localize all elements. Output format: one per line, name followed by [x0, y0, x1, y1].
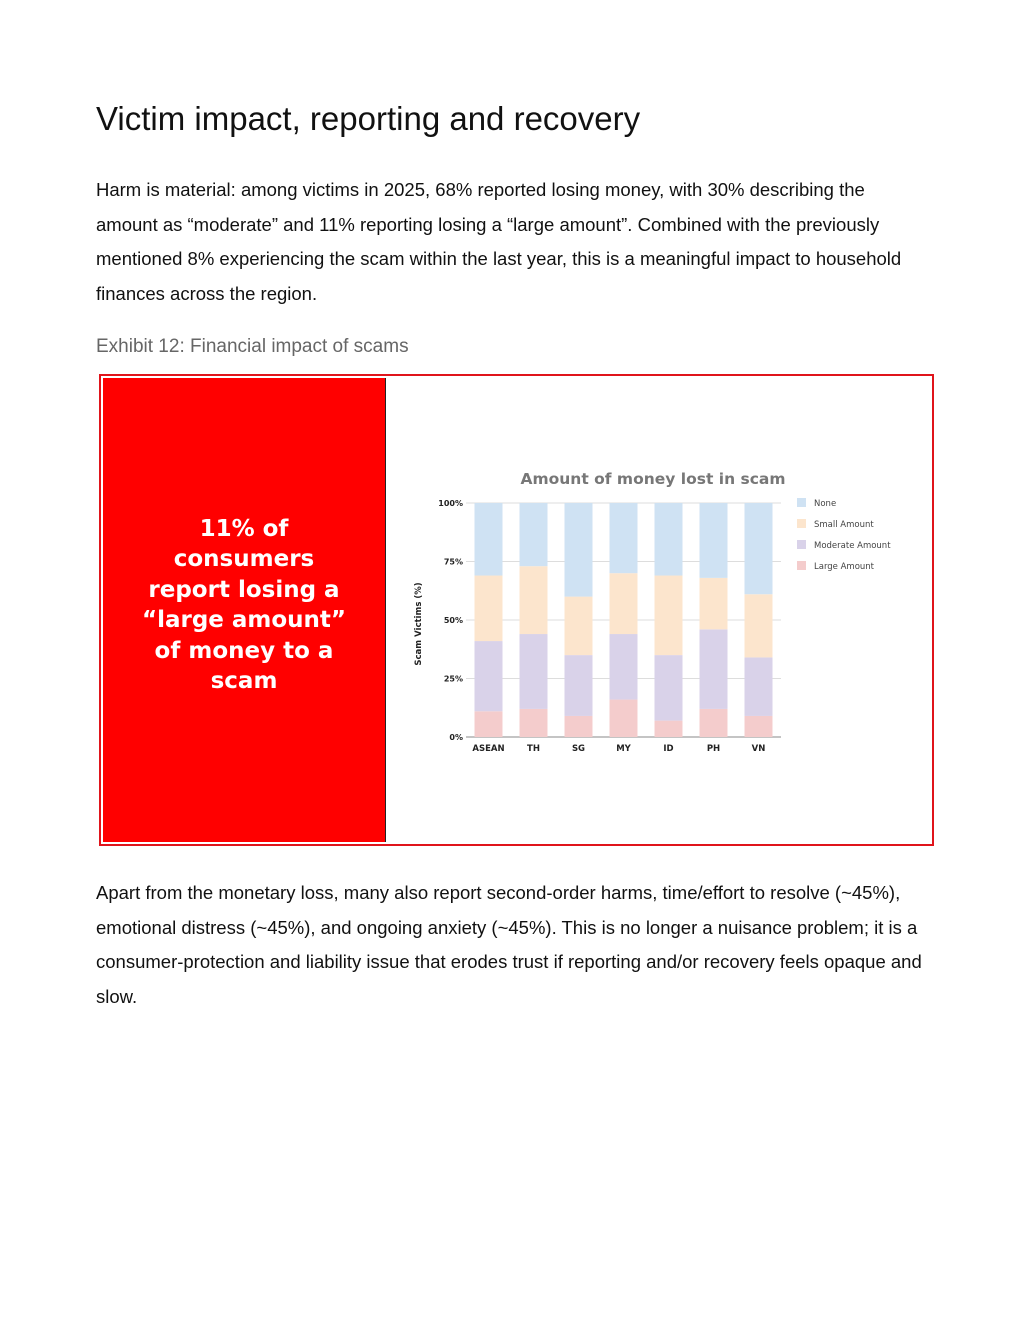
callout-text: 11% of consumers report losing a “large amount” of money to a scam	[141, 515, 347, 694]
bar-segment	[700, 709, 728, 737]
exhibit-caption: Exhibit 12: Financial impact of scams	[96, 336, 409, 357]
bar-segment	[520, 503, 548, 566]
legend-swatch	[797, 498, 806, 507]
bar-segment	[655, 655, 683, 721]
bar-segment	[565, 503, 593, 597]
x-tick-label: TH	[527, 744, 540, 754]
bar-segment	[475, 641, 503, 711]
bar-segment	[520, 634, 548, 709]
bar-segment	[475, 711, 503, 737]
x-tick-label: VN	[751, 744, 766, 754]
x-tick-labels	[472, 744, 765, 754]
bar-segment	[700, 578, 728, 629]
page-heading: Victim impact, reporting and recovery	[96, 100, 641, 137]
bar-segment	[610, 573, 638, 634]
bar-segment	[565, 597, 593, 656]
y-tick-labels	[438, 499, 463, 742]
intro-paragraph: Harm is material: among victims in 2025, 68% reported losing money, with 30% describing the amount as “moderate” and 11% reporting losing a “large amount”. Combined with the previously mentioned 8% experiencing the scam within the last year, this is a meaningful impact to household finances across the region.	[96, 179, 902, 304]
bar-segment	[475, 576, 503, 642]
bar-segment	[745, 594, 773, 657]
bar-segment	[565, 655, 593, 716]
y-tick-label: 25%	[443, 674, 463, 684]
x-tick-label: SG	[571, 744, 586, 754]
bar-segment	[610, 700, 638, 737]
bar-segment	[745, 503, 773, 594]
bar-segment	[745, 716, 773, 737]
followup-paragraph: Apart from the monetary loss, many also report second-order harms, time/effort to resolve (~45%), emotional distress (~45%), and ongoing anxiety (~45%). This is no longer a nuisance problem; it is a consumer-protection and liability issue that erodes trust if reporting and/or recovery feels opaque and slow.	[96, 882, 922, 1007]
y-tick-label: 75%	[443, 557, 463, 567]
y-tick-label: 50%	[443, 616, 463, 625]
x-tick-label: ASEAN	[472, 744, 505, 754]
legend-swatch	[797, 561, 806, 570]
x-tick-label: PH	[706, 744, 721, 754]
legend-swatch	[797, 540, 806, 549]
stacked-bar-chart	[391, 376, 926, 842]
exhibit-panel	[99, 374, 934, 846]
bar-segment	[655, 503, 683, 576]
legend-label: Large Amount	[814, 562, 875, 572]
chart-title: Amount of money lost in scam	[520, 470, 786, 488]
bar-segment	[520, 709, 548, 737]
y-axis-label: Scam Victims (%)	[414, 582, 424, 666]
legend-label: Moderate Amount	[814, 541, 891, 551]
bar-segment	[565, 716, 593, 737]
y-tick-label: 100%	[438, 499, 463, 508]
bar-segment	[475, 503, 503, 576]
legend-swatch	[797, 519, 806, 528]
bar-segment	[520, 566, 548, 634]
x-tick-label: ID	[663, 744, 674, 754]
callout-box	[103, 378, 386, 842]
bar-segment	[655, 721, 683, 737]
x-tick-label: MY	[616, 744, 631, 754]
legend-label: Small Amount	[814, 520, 874, 530]
bar-segment	[610, 634, 638, 700]
bar-segment	[700, 503, 728, 578]
bar-segment	[655, 576, 683, 656]
y-tick-label: 0%	[449, 733, 463, 742]
bar-segment	[610, 503, 638, 573]
legend	[797, 498, 891, 572]
bar-segment	[700, 629, 728, 709]
legend-label: None	[814, 499, 837, 509]
bar-segment	[745, 657, 773, 716]
